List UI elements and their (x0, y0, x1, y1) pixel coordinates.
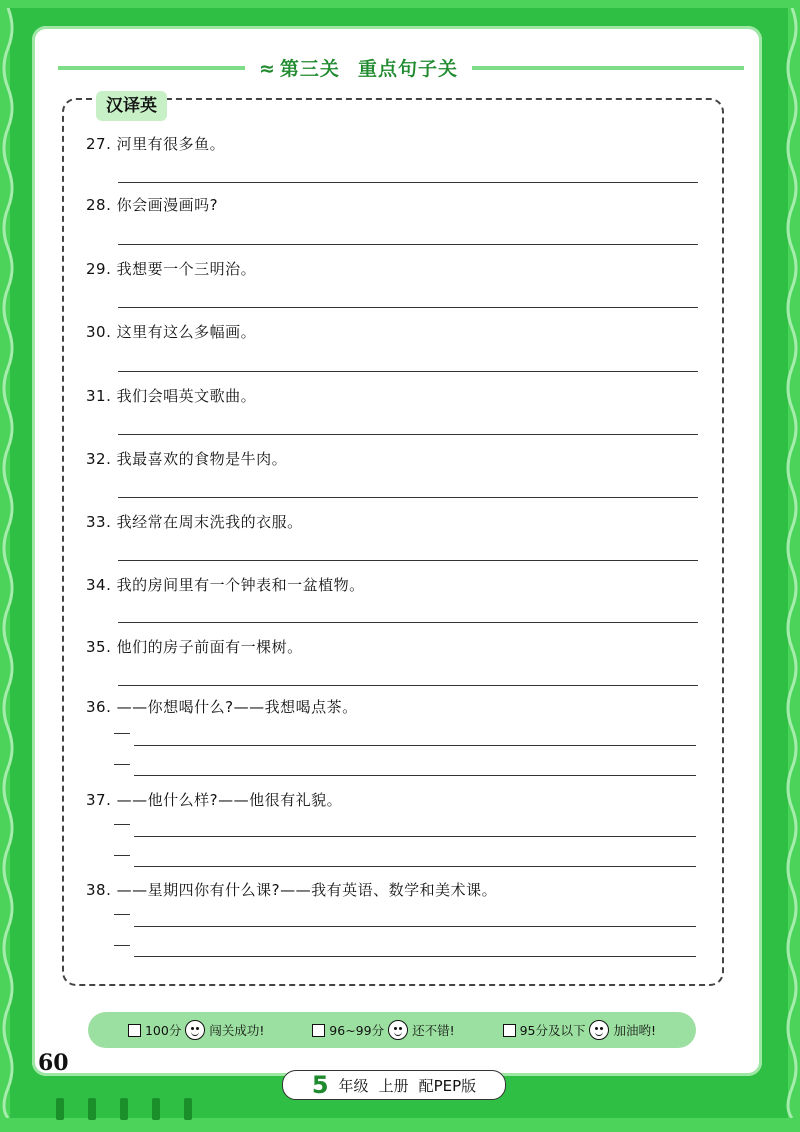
title-part-2: 重点句子关 (357, 58, 458, 80)
answer-line-34[interactable] (118, 622, 698, 623)
question-32: 32. 我最喜欢的食物是牛肉。 (86, 450, 288, 468)
answer-line-38a[interactable] (134, 926, 696, 927)
question-37: 37. ——他什么样?——他很有礼貌。 (86, 791, 343, 809)
answer-line-36b[interactable] (134, 775, 696, 776)
page-title (245, 54, 472, 84)
score-item-96-99: 96~99分 还不错! (312, 1020, 454, 1040)
wavy-left-border (0, 8, 16, 1118)
score-band (88, 1012, 696, 1048)
question-35: 35. 他们的房子前面有一棵树。 (86, 638, 303, 656)
score-item-95-below: 95分及以下 加油哟! (503, 1020, 656, 1040)
smiley-face-icon (185, 1020, 205, 1040)
answer-line-35[interactable] (118, 685, 698, 686)
question-38: 38. ——星期四你有什么课?——我有英语、数学和美术课。 (86, 881, 498, 899)
question-30: 30. 这里有这么多幅画。 (86, 323, 257, 341)
checkbox-100[interactable] (128, 1024, 141, 1037)
title-part-1: 第三关 (279, 58, 340, 80)
answer-line-27[interactable] (118, 182, 698, 183)
wave-icon: ≈ (259, 58, 276, 80)
question-29: 29. 我想要一个三明治。 (86, 260, 257, 278)
answer-line-32[interactable] (118, 497, 698, 498)
question-34: 34. 我的房间里有一个钟表和一盆植物。 (86, 576, 365, 594)
section-tag: 汉译英 (96, 91, 167, 121)
question-27: 27. 河里有很多鱼。 (86, 135, 226, 153)
answer-line-38b[interactable] (134, 956, 696, 957)
exercise-box (62, 98, 724, 986)
answer-line-30[interactable] (118, 371, 698, 372)
answer-line-28[interactable] (118, 244, 698, 245)
question-28: 28. 你会画漫画吗? (86, 196, 219, 214)
answer-line-36a[interactable] (134, 745, 696, 746)
score-item-100: 100分 闯关成功! (128, 1020, 264, 1040)
dialogue-dash (114, 855, 130, 856)
answer-line-37b[interactable] (134, 866, 696, 867)
dialogue-dash (114, 764, 130, 765)
grade-label: 5 年级 上册 配PEP版 (282, 1070, 506, 1100)
dialogue-dash (114, 945, 130, 946)
chevron-down-icon: ⌄ ⌄ (734, 434, 746, 462)
question-36: 36. ——你想喝什么?——我想喝点茶。 (86, 698, 358, 716)
chevron-down-icon: ⌄ ⌄ (734, 828, 746, 856)
checkbox-95-below[interactable] (503, 1024, 516, 1037)
page-number: 60 (38, 1050, 69, 1076)
dialogue-dash (114, 914, 130, 915)
answer-line-31[interactable] (118, 434, 698, 435)
grade-number: 5 (311, 1071, 329, 1099)
answer-line-37a[interactable] (134, 836, 696, 837)
answer-line-29[interactable] (118, 307, 698, 308)
question-31: 31. 我们会唱英文歌曲。 (86, 387, 257, 405)
checkbox-96-99[interactable] (312, 1024, 325, 1037)
smile-face-icon (388, 1020, 408, 1040)
wavy-right-border (784, 8, 800, 1118)
dialogue-dash (114, 733, 130, 734)
cheer-face-icon (589, 1020, 609, 1040)
dialogue-dash (114, 824, 130, 825)
question-33: 33. 我经常在周末洗我的衣服。 (86, 513, 303, 531)
answer-line-33[interactable] (118, 560, 698, 561)
